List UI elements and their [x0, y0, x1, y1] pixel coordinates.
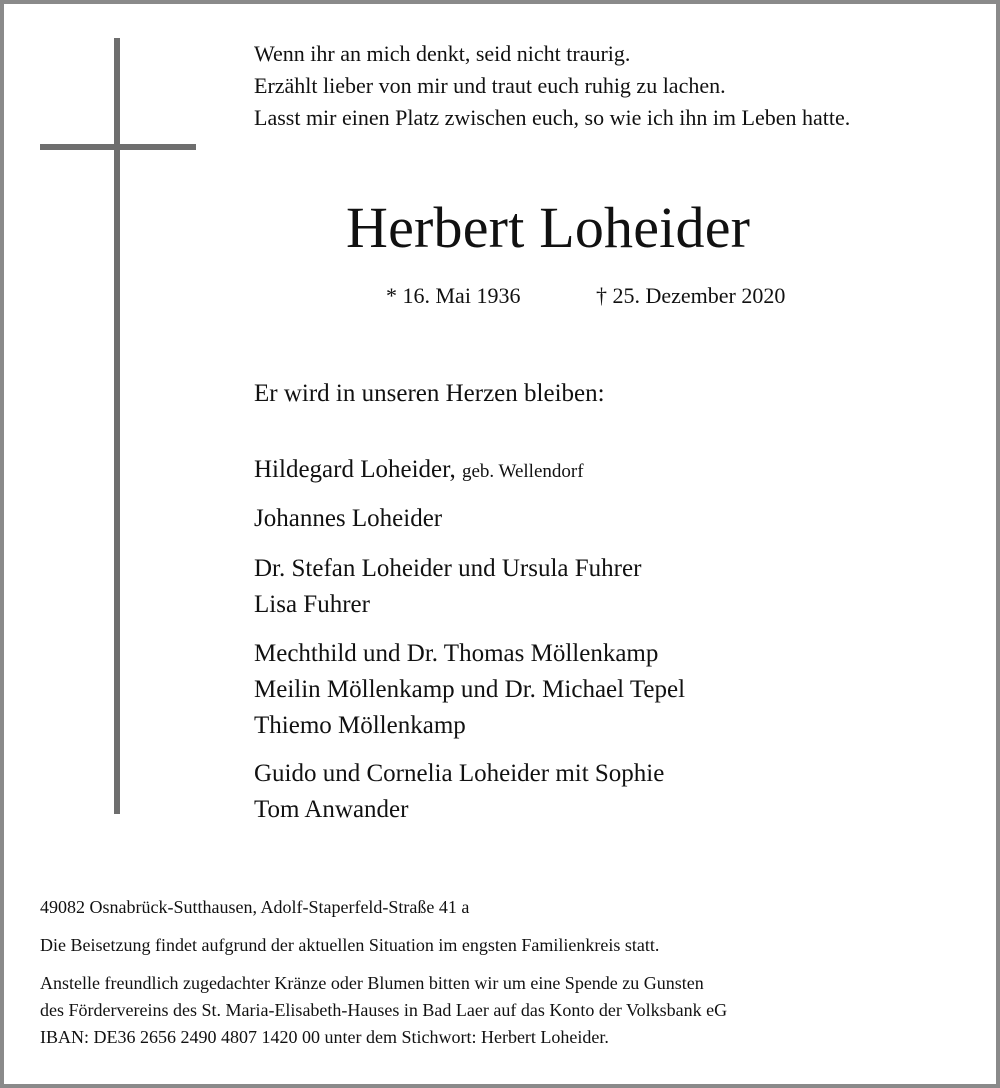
mourner-line: Meilin Möllenkamp und Dr. Michael Tepel — [254, 676, 686, 703]
mourner-group — [254, 636, 685, 744]
poem-line: Erzählt lieber von mir und traut euch ruhig zu lachen. — [254, 73, 726, 98]
mourner-line: Mechthild und Dr. Thomas Möllenkamp — [254, 640, 659, 667]
mourner-group — [254, 501, 442, 537]
donation-note — [40, 970, 727, 1051]
poem-line: Wenn ihr an mich denkt, seid nicht traurig. — [254, 41, 631, 66]
mourner-group — [254, 551, 641, 623]
mourner-line: Johannes Loheider — [254, 505, 443, 532]
maiden-name-note: geb. Wellendorf — [461, 461, 584, 482]
mourner-line: Guido und Cornelia Loheider mit Sophie — [254, 760, 665, 787]
birth-date: * 16. Mai 1936 — [386, 283, 521, 308]
mourner-line: Thiemo Möllenkamp — [254, 712, 466, 739]
mourner-line: Dr. Stefan Loheider und Ursula Fuhrer — [254, 555, 642, 582]
mourner-group — [254, 452, 584, 490]
deceased-name: Herbert Loheider — [346, 195, 751, 260]
mourner-line: Lisa Fuhrer — [254, 591, 370, 618]
address: 49082 Osnabrück-Sutthausen, Adolf-Staperfeld-Straße 41 a — [40, 897, 470, 917]
funeral-note: Die Beisetzung findet aufgrund der aktuellen Situation im engsten Familienkreis statt. — [40, 935, 660, 955]
mourner-group — [254, 756, 664, 828]
mourner-name: Hildegard Loheider, — [254, 456, 456, 483]
mourner-line: Tom Anwander — [254, 796, 409, 823]
death-date: † 25. Dezember 2020 — [596, 283, 786, 308]
cross-vertical-bar — [114, 38, 120, 814]
donation-line: Anstelle freundlich zugedachter Kränze oder Blumen bitten wir um eine Spende zu Gunsten — [40, 973, 704, 993]
mourners-intro: Er wird in unseren Herzen bleiben: — [254, 380, 605, 407]
poem — [254, 38, 850, 134]
donation-line: IBAN: DE36 2656 2490 4807 1420 00 unter dem Stichwort: Herbert Loheider. — [40, 1027, 609, 1047]
cross-horizontal-bar — [40, 144, 196, 150]
donation-line: des Fördervereins des St. Maria-Elisabeth-Hauses in Bad Laer auf das Konto der Volksbank eG — [40, 1000, 728, 1020]
poem-line: Lasst mir einen Platz zwischen euch, so wie ich ihn im Leben hatte. — [254, 105, 851, 130]
mourner-line — [254, 452, 584, 490]
